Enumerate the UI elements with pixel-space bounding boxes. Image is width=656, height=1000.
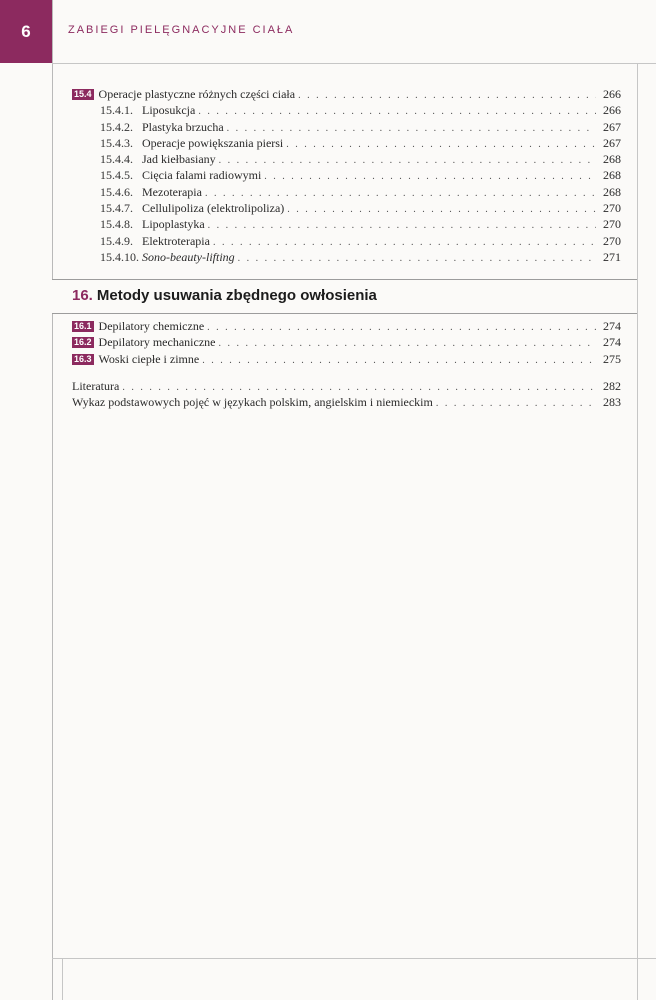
chapter-heading-box xyxy=(52,279,637,314)
section-badge: 16.1 xyxy=(74,321,92,331)
toc-subentry-title: Cellulipoliza (elektrolipoliza) xyxy=(142,201,285,216)
toc-subentry-title: Plastyka brzucha xyxy=(142,119,224,134)
toc-subentry[interactable] xyxy=(72,233,621,249)
toc-subentry-number: 15.4.6. xyxy=(100,184,133,199)
toc-subentry-number: 15.4.10. xyxy=(100,249,139,264)
toc-entry[interactable] xyxy=(72,351,621,367)
running-head: ZABIEGI PIELĘGNACYJNE CIAŁA xyxy=(68,24,295,36)
chapter-title[interactable] xyxy=(72,287,377,304)
toc-subentry-page: 270 xyxy=(603,233,621,248)
bottom-rule xyxy=(52,958,656,959)
dot-leader xyxy=(436,396,596,412)
toc-subentry-title: Sono-beauty-lifting xyxy=(142,249,235,264)
toc-subentry-title: Operacje powiększania piersi xyxy=(142,135,284,150)
dot-leader xyxy=(202,353,596,369)
toc-subentry-page: 267 xyxy=(603,119,621,134)
toc-subentry-page: 268 xyxy=(603,168,621,183)
toc-entry-title: Wykaz podstawowych pojęć w językach polskim, angielskim i niemieckim xyxy=(72,395,433,410)
section-badge: 15.4 xyxy=(74,89,92,99)
toc-subentry-title: Elektroterapia xyxy=(142,233,210,248)
toc-subentry-number: 15.4.7. xyxy=(100,201,133,216)
toc-subentry-title: Jad kiełbasiany xyxy=(142,152,216,167)
toc-subentry[interactable] xyxy=(72,135,621,151)
toc-back-matter xyxy=(72,378,621,411)
chapter-number: 16. xyxy=(72,287,93,304)
toc-subentry-page: 268 xyxy=(603,184,621,199)
toc-subentry-title: Liposukcja xyxy=(142,103,196,118)
toc-subentry[interactable] xyxy=(72,249,621,265)
toc-subentry-page: 268 xyxy=(603,152,621,167)
bottom-left-rule xyxy=(62,958,63,1000)
toc-entry-title: Woski ciepłe i zimne xyxy=(98,351,200,366)
toc-entry-title: Depilatory mechaniczne xyxy=(98,335,216,350)
toc-entry-page: 274 xyxy=(603,335,621,350)
toc-subentry-page: 270 xyxy=(603,217,621,232)
toc-chapter-16 xyxy=(72,318,621,367)
toc-entry[interactable] xyxy=(72,378,621,394)
toc-entry[interactable] xyxy=(72,86,621,102)
toc-subentry-title: Lipoplastyka xyxy=(142,217,205,232)
right-margin-rule xyxy=(637,63,638,1000)
toc-subentry-number: 15.4.5. xyxy=(100,168,133,183)
toc-entry-page: 266 xyxy=(603,87,621,101)
toc-subentry-title: Cięcia falami radiowymi xyxy=(142,168,262,183)
toc-subentry-title: Mezoterapia xyxy=(142,184,202,199)
chapter-title-text: Metody usuwania zbędnego owłosienia xyxy=(96,287,377,304)
toc-entry[interactable] xyxy=(72,394,621,410)
toc-entry-page: 282 xyxy=(603,379,621,393)
toc-subentry[interactable] xyxy=(72,184,621,200)
toc-entry-title: Literatura xyxy=(72,379,120,393)
toc-subentry[interactable] xyxy=(72,102,621,118)
toc-subentry-page: 267 xyxy=(603,135,621,150)
toc-section-15-4 xyxy=(72,86,621,265)
left-margin-rule xyxy=(52,0,53,1000)
toc-subentry-page: 271 xyxy=(603,249,621,264)
toc-subentry-number: 15.4.3. xyxy=(100,135,133,150)
toc-subentry-number: 15.4.8. xyxy=(100,217,133,232)
dot-leader xyxy=(238,251,596,267)
toc-subentry[interactable] xyxy=(72,216,621,232)
toc-subentry[interactable] xyxy=(72,119,621,135)
section-badge: 16.3 xyxy=(74,353,92,364)
page-number: 6 xyxy=(0,0,52,63)
toc-entry[interactable] xyxy=(72,334,621,350)
toc-subentry-page: 266 xyxy=(603,103,621,118)
toc-entry-page: 274 xyxy=(603,319,621,333)
toc-subentry-number: 15.4.1. xyxy=(100,103,133,118)
toc-entry-title: Operacje plastyczne różnych części ciała xyxy=(98,87,296,101)
toc-subentry[interactable] xyxy=(72,200,621,216)
toc-subentry-page: 270 xyxy=(603,201,621,216)
toc-subentry-number: 15.4.4. xyxy=(100,152,133,167)
toc-subentry[interactable] xyxy=(72,151,621,167)
toc-entry[interactable] xyxy=(72,318,621,334)
toc-subentry-number: 15.4.9. xyxy=(100,233,133,248)
toc-entry-page: 275 xyxy=(603,351,621,366)
toc-subentry[interactable] xyxy=(72,167,621,183)
toc-entry-page: 283 xyxy=(603,395,621,410)
toc-entry-title: Depilatory chemiczne xyxy=(98,319,205,333)
toc-subentry-number: 15.4.2. xyxy=(100,119,133,134)
top-rule xyxy=(52,63,656,64)
section-badge: 16.2 xyxy=(74,337,92,348)
